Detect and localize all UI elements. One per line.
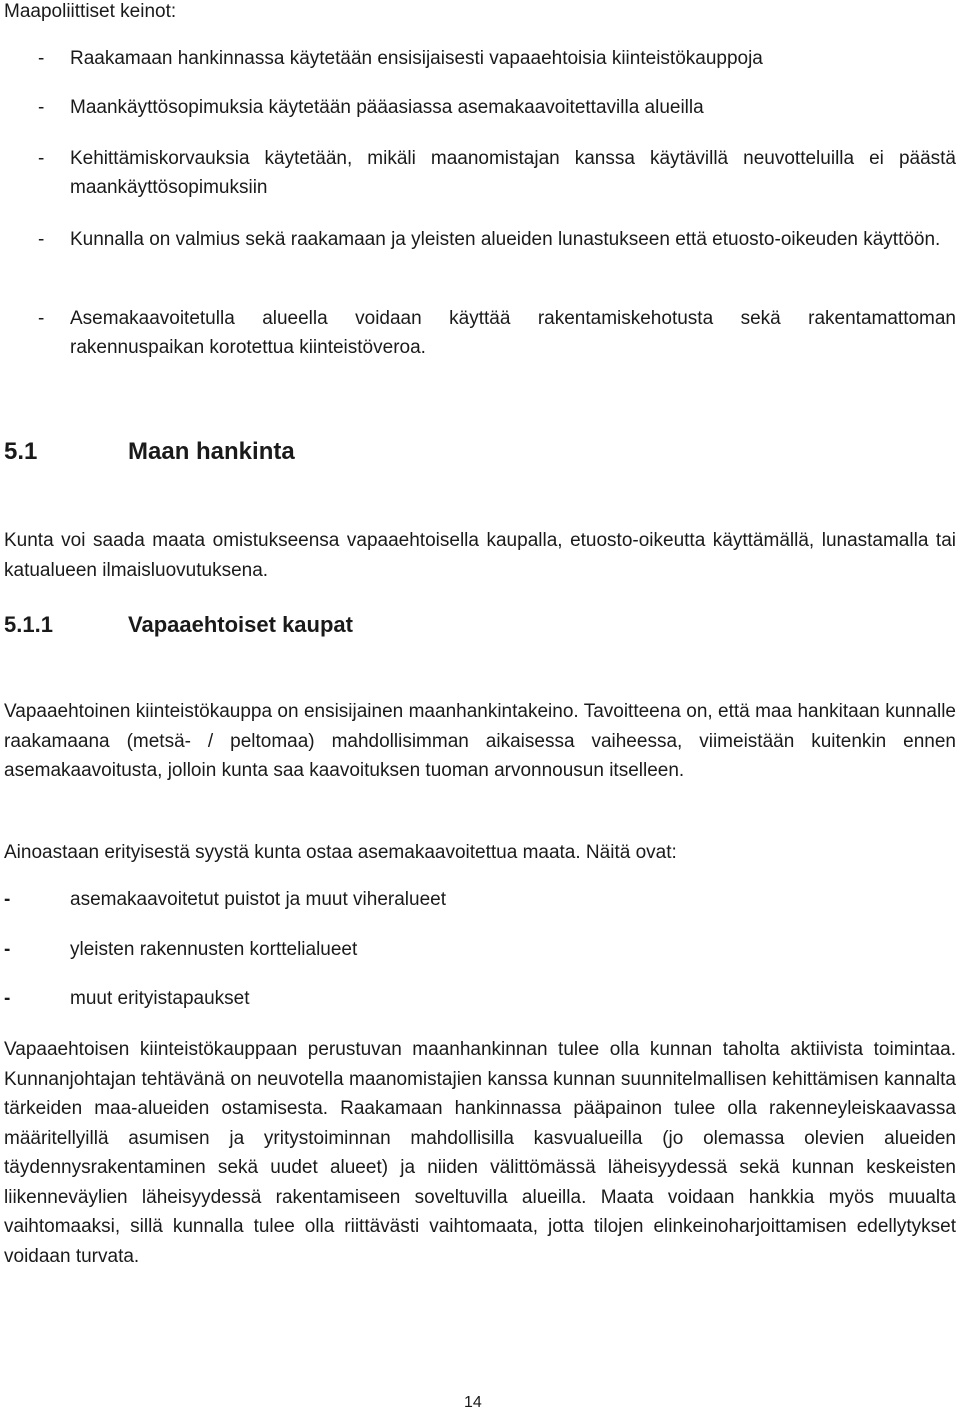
list-item-text: Kehittämiskorvauksia käytetään, mikäli maanomistajan kanssa käytävillä neuvotteluilla ei päästä maankäyttösopimuksiin bbox=[70, 148, 956, 198]
bullet-dash: - bbox=[38, 97, 45, 118]
list-item bbox=[4, 984, 956, 1013]
list-item bbox=[4, 93, 956, 122]
intro-title: Maapoliittiset keinot: bbox=[4, 1, 177, 22]
list-item-text: Asemakaavoitetulla alueella voidaan käyttää rakentamiskehotusta sekä rakentamattoman rakennuspaikan korotettua kiinteistöveroa. bbox=[70, 308, 956, 358]
paragraph: Vapaaehtoisen kiinteistökauppaan perustuvan maanhankinnan tulee olla kunnan taholta aktiivista toimintaa. Kunnanjohtajan tehtävänä on neuvotella maanomistajien kanssa kunnan suunnitelmallisen kehittämisen kannalta tärkeiden maa-alueiden ostamisesta. Raakamaan hankinnassa pääpainon tulee olla rakenneyleiskaavassa määritellyillä asumisen ja yritystoiminnan mahdollisilla kasvualueilla (jo olemassa olevien alueiden täydennysrakentaminen sekä uudet alueet) ja niiden välittömässä läheisyydessä sekä kunnan keskeisten liikenneväylien läheisyydessä rakentamiseen soveltuvilla alueilla. Maata voidaan hankkia myös muualta vaihtomaaksi, sillä kunnalla tulee olla riittävästi vaihtomaata, jotta tilojen elinkeinoharjoittamisen edellytykset voidaan turvata. bbox=[4, 1039, 956, 1267]
section-heading-5-1 bbox=[4, 437, 295, 467]
list-item bbox=[4, 144, 956, 202]
list-item bbox=[4, 44, 956, 73]
page-number: 14 bbox=[464, 1394, 482, 1411]
list-item bbox=[4, 885, 956, 914]
bullet-dash: - bbox=[38, 229, 45, 250]
bullet-dash: - bbox=[4, 889, 11, 910]
list-item-text: asemakaavoitetut puistot ja muut viheralueet bbox=[70, 889, 446, 910]
section-number: 5.1.1 bbox=[4, 612, 53, 637]
bullet-dash: - bbox=[38, 48, 45, 69]
bullet-dash: - bbox=[4, 939, 11, 960]
list-item-text: Kunnalla on valmius sekä raakamaan ja yleisten alueiden lunastukseen että etuosto-oikeuden käyttöön. bbox=[70, 229, 941, 250]
list-item bbox=[4, 935, 956, 964]
list-item-text: Raakamaan hankinnassa käytetään ensisijaisesti vapaaehtoisia kiinteistökauppoja bbox=[70, 48, 763, 69]
bullet-dash: - bbox=[38, 148, 45, 169]
list-item bbox=[4, 225, 956, 254]
paragraph: Vapaaehtoinen kiinteistökauppa on ensisijainen maanhankintakeino. Tavoitteena on, että maa hankitaan kunnalle raakamaana (metsä- / peltomaa) mahdollisimman aikaisessa vaiheessa, viimeistään kuitenkin ennen asemakaavoitusta, jolloin kunta saa kaavoituksen tuoman arvonnousun itselleen. bbox=[4, 701, 956, 781]
paragraph: Kunta voi saada maata omistukseensa vapaaehtoisella kaupalla, etuosto-oikeutta käyttämällä, lunastamalla tai katualueen ilmaisluovutuksena. bbox=[4, 530, 956, 581]
list-item bbox=[4, 304, 956, 362]
list-item-text: muut erityistapaukset bbox=[70, 988, 250, 1009]
section-title: Vapaaehtoiset kaupat bbox=[128, 612, 353, 637]
section-heading-5-1-1 bbox=[4, 610, 353, 640]
bullet-dash: - bbox=[38, 308, 45, 329]
list-item-text: Maankäyttösopimuksia käytetään pääasiassa asemakaavoitettavilla alueilla bbox=[70, 97, 704, 118]
section-title: Maan hankinta bbox=[128, 438, 295, 465]
list-item-text: yleisten rakennusten korttelialueet bbox=[70, 939, 358, 960]
bullet-dash: - bbox=[4, 988, 11, 1009]
section-number: 5.1 bbox=[4, 438, 38, 465]
paragraph: Ainoastaan erityisestä syystä kunta ostaa asemakaavoitettua maata. Näitä ovat: bbox=[4, 842, 677, 863]
